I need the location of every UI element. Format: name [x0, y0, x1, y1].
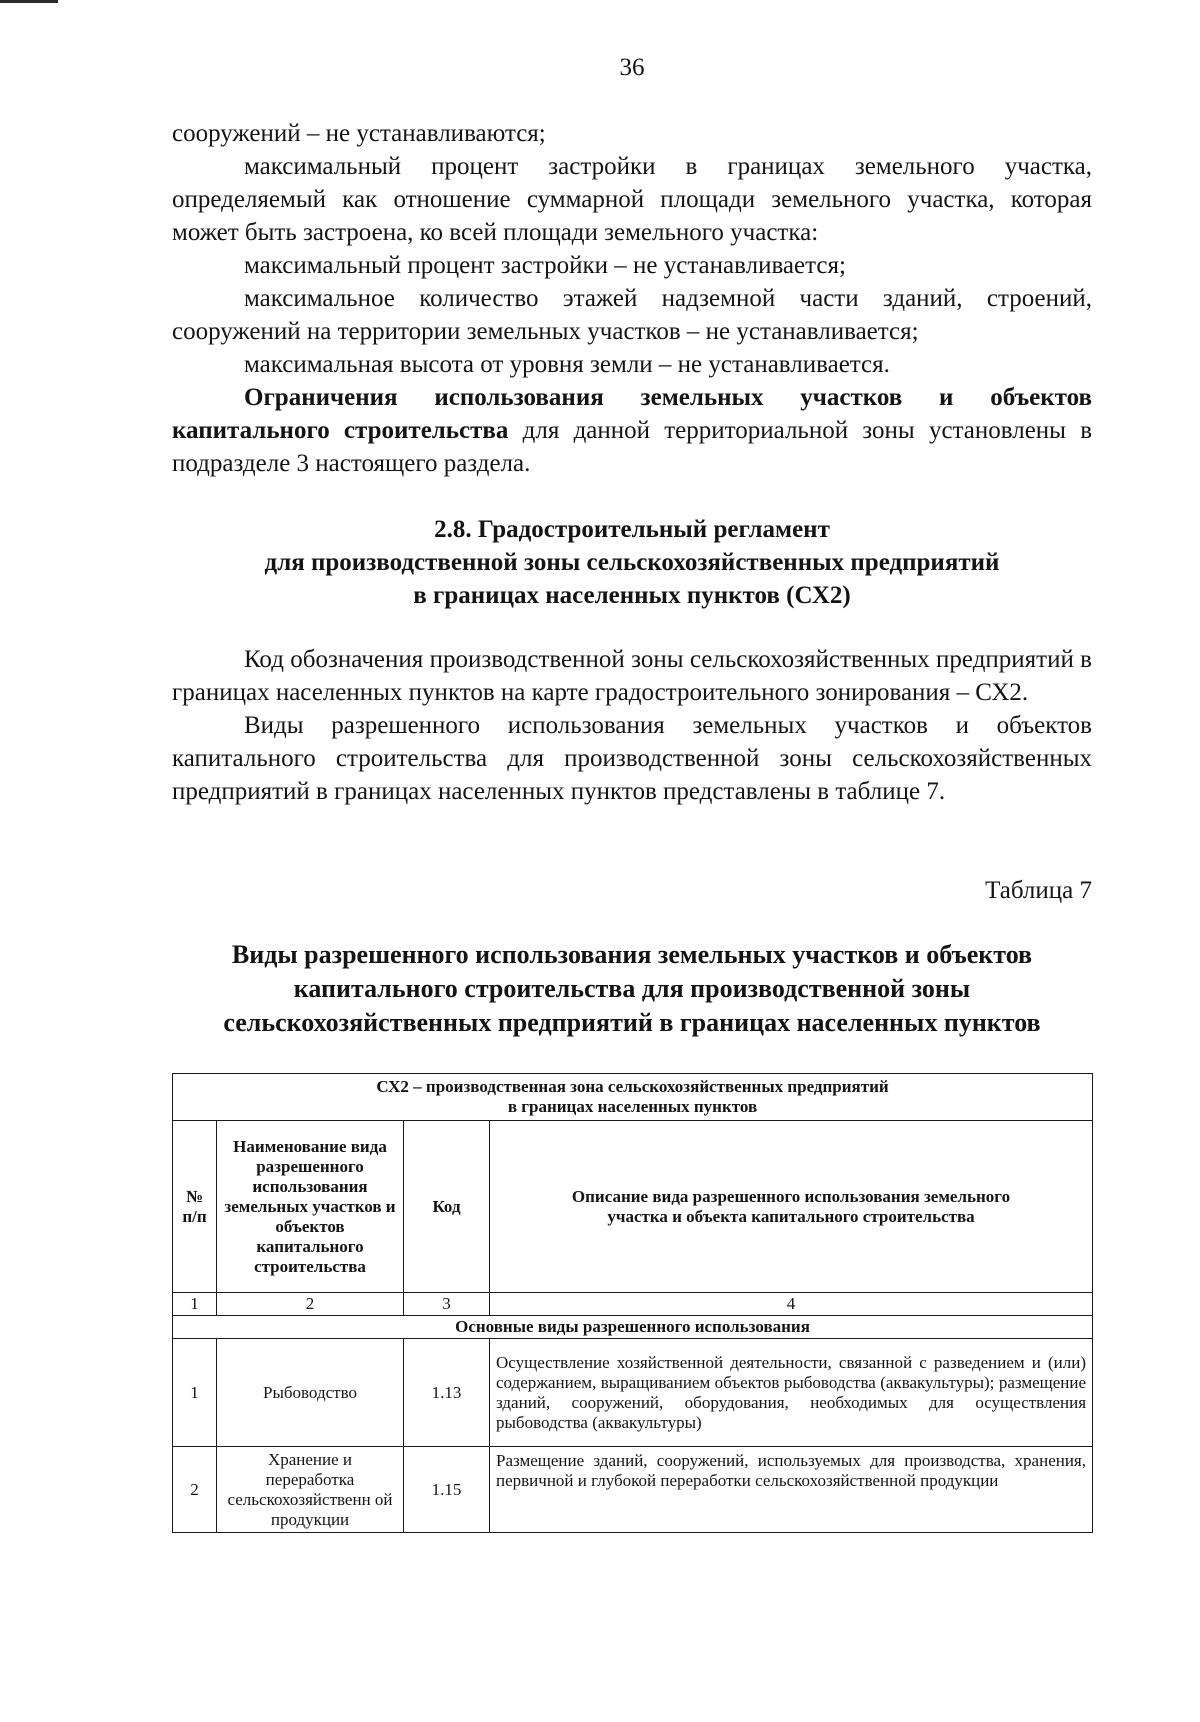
header-name: Наименование вида разрешенного использования земельных участков и объектов капитального строительства [217, 1121, 404, 1293]
restrictions-paragraph [172, 381, 1092, 480]
group-row [173, 1316, 1093, 1339]
section-title-line: для производственной зоны сельскохозяйственных предприятий [264, 549, 1000, 576]
section-title-line: 2.8. Градостроительный регламент [434, 516, 830, 543]
intro-text [172, 117, 1092, 480]
intro-paragraph: максимальный процент застройки – не устанавливается; [244, 252, 846, 279]
table-title-line: сельскохозяйственных предприятий в границах населенных пунктов [223, 1008, 1041, 1037]
column-number-row [173, 1293, 1093, 1316]
intro-paragraph: максимальное количество этажей надземной части зданий, строений, сооружений на территории земельных участков – не устанавливается; [172, 285, 1092, 345]
table-row [173, 1339, 1093, 1447]
zone-header-line: СХ2 – производственная зона сельскохозяйственных предприятий [376, 1077, 889, 1096]
intro-paragraph: максимальная высота от уровня земли – не устанавливается. [244, 351, 890, 378]
restrictions-rest: для данной территориальной зоны установлены в подразделе 3 настоящего раздела. [172, 417, 1092, 477]
header-num: № п/п [173, 1121, 217, 1293]
column-number: 4 [490, 1293, 1093, 1316]
header-desc: Описание вида разрешенного использования земельного участка и объекта капитального строительства [490, 1121, 1093, 1293]
table-title [172, 938, 1092, 1040]
row-code: 1.15 [404, 1447, 490, 1533]
body-paragraph: Код обозначения производственной зоны сельскохозяйственных предприятий в границах населенных пунктов на карте градостроительного зонирования – СХ2. [172, 646, 1092, 706]
table-label: Таблица 7 [985, 877, 1092, 904]
zone-header-line: в границах населенных пунктов [507, 1097, 758, 1116]
table-title-line: капитального строительства для производственной зоны [293, 974, 971, 1003]
page-number: 36 [619, 54, 645, 81]
row-name: Рыбоводство [217, 1339, 404, 1447]
body-paragraph: Виды разрешенного использования земельных участков и объектов капитального строительства для производственной зоны сельскохозяйственных предприятий в границах населенных пунктов представлены в таблице 7. [172, 712, 1092, 805]
intro-paragraph: максимальный процент застройки в границах земельного участка, определяемый как отношение суммарной площади земельного участка, которая может быть застроена, ко всей площади земельного участка: [172, 153, 1092, 246]
permitted-use-table [172, 1073, 1093, 1533]
column-number: 2 [217, 1293, 404, 1316]
section-body [172, 643, 1092, 808]
row-desc: Осуществление хозяйственной деятельности, связанной с разведением и (или) содержанием, выращиванием объектов рыбоводства (аквакультуры); размещение зданий, сооружений, оборудования, необходимых для осуществления рыбоводства (аквакультуры) [490, 1339, 1093, 1447]
section-title [172, 513, 1092, 612]
group-main-label: Основные виды разрешенного использования [173, 1316, 1093, 1339]
column-number: 1 [173, 1293, 217, 1316]
column-number: 3 [404, 1293, 490, 1316]
restrictions-bold: Ограничения использования земельных участков и объектов капитального строительства [172, 384, 1092, 444]
table-row [173, 1447, 1093, 1533]
section-title-line: в границах населенных пунктов (СХ2) [413, 582, 851, 609]
row-num: 1 [173, 1339, 217, 1447]
row-name: Хранение и переработка сельскохозяйственн ой продукции [217, 1447, 404, 1533]
row-code: 1.13 [404, 1339, 490, 1447]
table-title-line: Виды разрешенного использования земельных участков и объектов [231, 940, 1033, 969]
intro-line: сооружений – не устанавливаются; [172, 120, 546, 147]
row-num: 2 [173, 1447, 217, 1533]
header-code: Код [404, 1121, 490, 1293]
row-desc: Размещение зданий, сооружений, используемых для производства, хранения, первичной и глубокой переработки сельскохозяйственной продукции [490, 1447, 1093, 1533]
scan-edge-mark [0, 0, 58, 3]
zone-header-cell [173, 1074, 1093, 1121]
